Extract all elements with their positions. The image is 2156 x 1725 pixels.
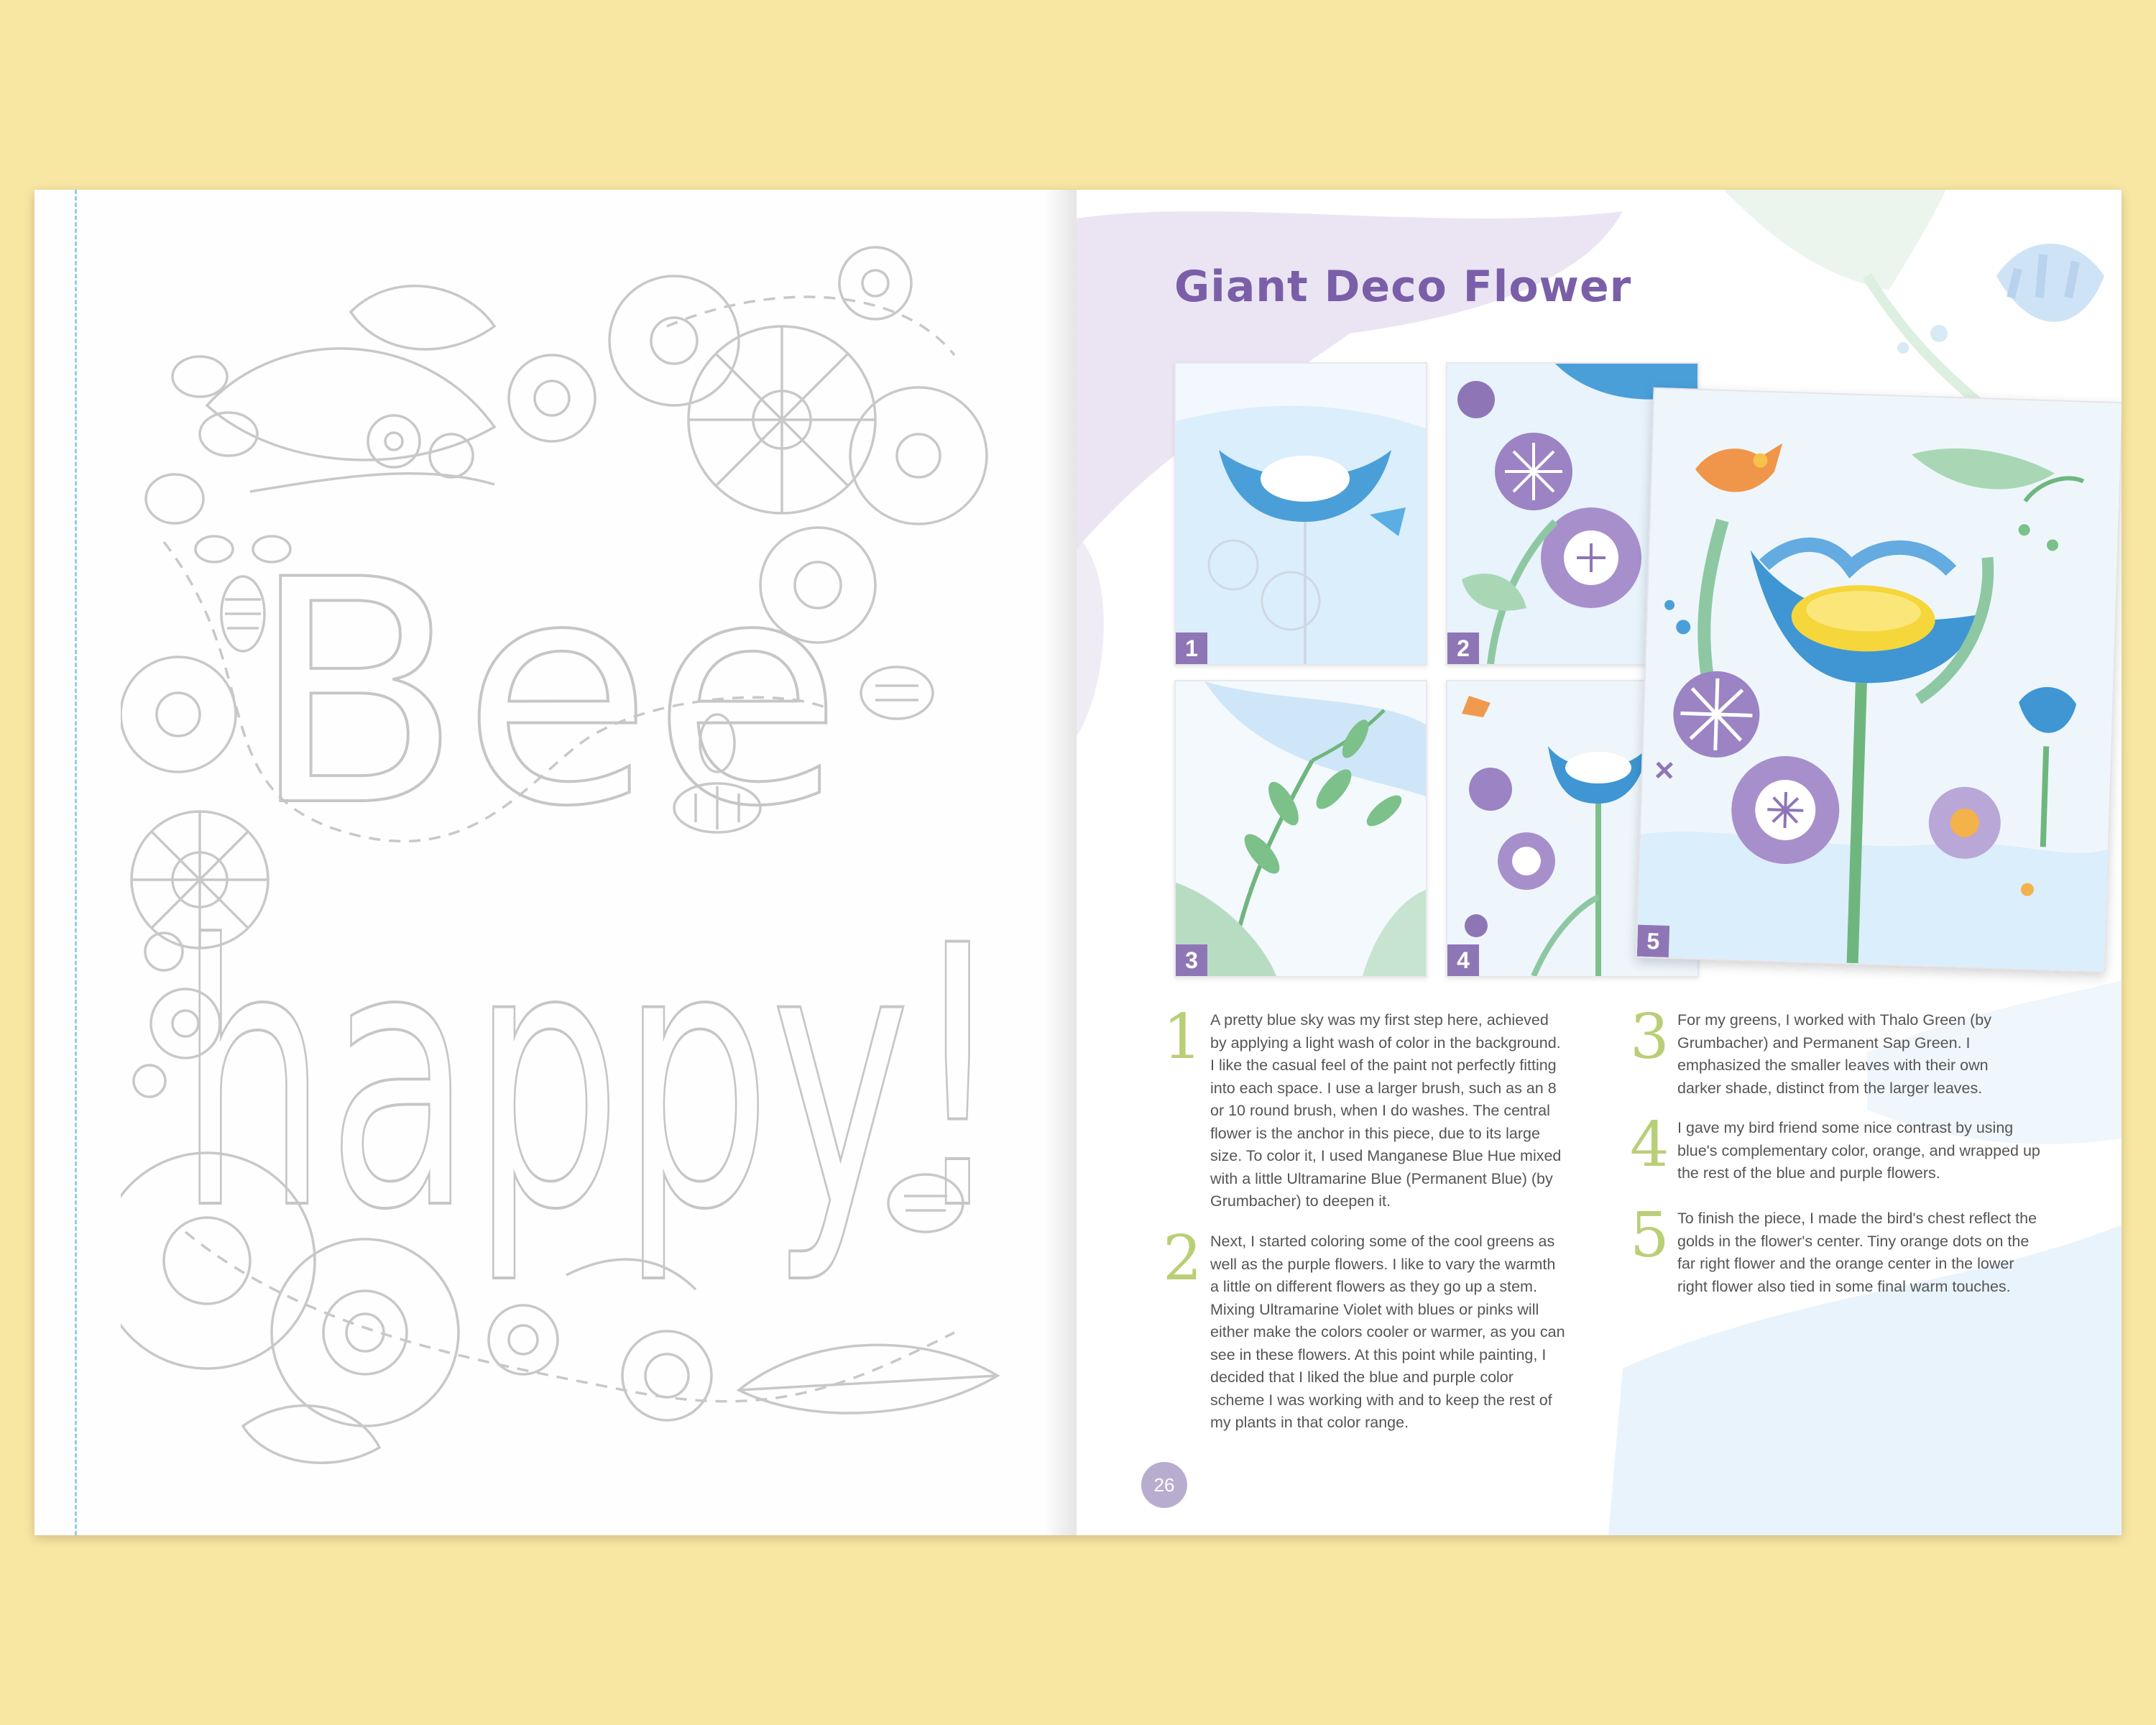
page-number-badge: 26	[1141, 1462, 1187, 1508]
panel-2-badge: 2	[1447, 632, 1479, 664]
step-number-3: 3	[1630, 1001, 1669, 1073]
bee-outline-text: Bee	[250, 515, 843, 874]
step-number-4: 4	[1630, 1109, 1669, 1181]
step-text-4: I gave my bird friend some nice contrast by using blue's complementary color, orange, and wrapped up the rest of the blue and purple flowers.	[1677, 1119, 2040, 1182]
step-panel-3	[1174, 680, 1427, 978]
open-book-spread	[34, 190, 2122, 1535]
left-coloring-page	[34, 190, 1073, 1535]
instruction-step-5	[1630, 1200, 2047, 1298]
step-text-5: To finish the piece, I made the bird's chest reflect the golds in the flower's center. Tiny orange dots on the far right flower and the orange center in the lower right flower also tied in some final warm touches.	[1677, 1210, 2037, 1295]
bee-happy-coloring-art	[121, 240, 1069, 1476]
panel-5-badge: 5	[1637, 925, 1669, 957]
instruction-step-3	[1630, 1001, 2032, 1100]
page-title: Giant Deco Flower	[1174, 262, 1632, 312]
happy-outline-text: happy!	[178, 870, 1005, 1288]
instruction-step-1	[1163, 1001, 1565, 1213]
panel-3-badge: 3	[1176, 944, 1207, 976]
step-number-1: 1	[1163, 1001, 1202, 1073]
perforation-line	[75, 190, 77, 1535]
right-instruction-page	[1077, 190, 2122, 1535]
step-text-2: Next, I started coloring some of the cool greens as well as the purple flowers. I like to vary the warmth a little on different flowers as they go up a stem. Mixing Ultramarine Violet with blues or pinks will either make the colors cooler or warmer, as you can see in these flowers. At this point while painting, I decided that I liked the blue and purple color scheme I was working with and to keep the rest of my plants in that color range.	[1210, 1233, 1565, 1431]
instruction-step-2	[1163, 1223, 1565, 1435]
instruction-step-4	[1630, 1109, 2047, 1185]
step-panel-5	[1636, 387, 2122, 972]
step-panel-1	[1174, 362, 1427, 666]
step-number-5: 5	[1630, 1200, 1669, 1271]
panel-1-badge: 1	[1176, 632, 1207, 664]
panel-4-badge: 4	[1447, 944, 1479, 976]
step-text-1: A pretty blue sky was my first step here, achieved by applying a light wash of color in the background. I like the casual feel of the paint not perfectly fitting into each space. I use a larger brush, such as an 8 or 10 round brush, when I do washes. The central flower is the anchor in this piece, due to its large size. To color it, I used Manganese Blue Hue mixed with a little Ultramarine Blue (Permanent Blue) (by Grumbacher) to deepen it.	[1210, 1011, 1562, 1210]
step-number-2: 2	[1163, 1223, 1202, 1294]
step-text-3: For my greens, I worked with Thalo Green (by Grumbacher) and Permanent Sap Green. I emphasized the smaller leaves with their own darker shade, distinct from the larger leaves.	[1677, 1011, 1991, 1097]
